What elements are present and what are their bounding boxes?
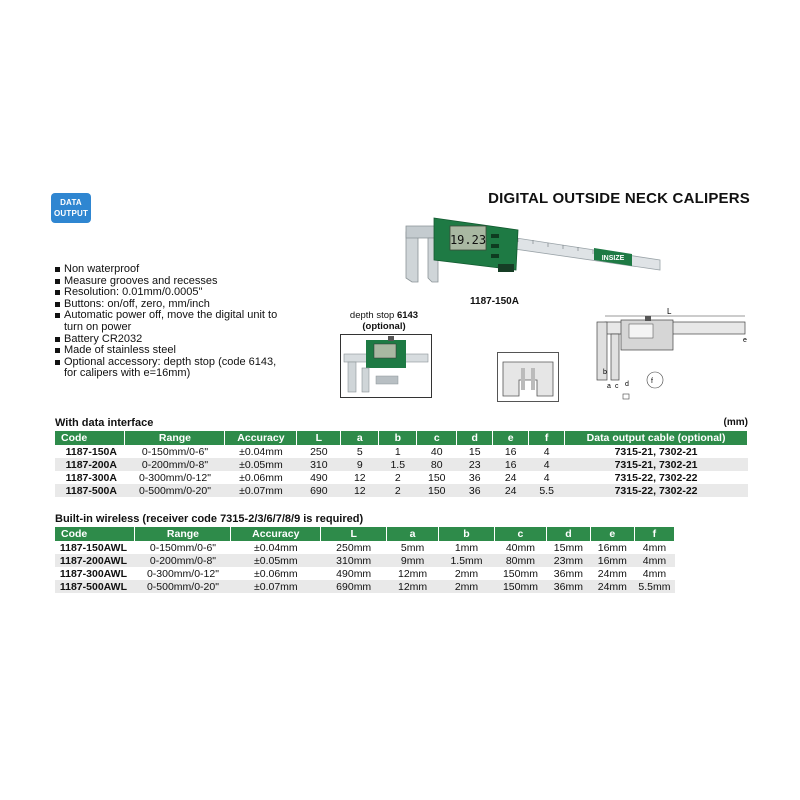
cell-code: 1187-500AWL — [55, 580, 135, 593]
badge-line1: DATA — [60, 198, 82, 207]
cell-accuracy: ±0.06mm — [239, 471, 283, 484]
col-d: d — [457, 431, 493, 445]
cell-a: 12 — [353, 471, 366, 484]
cell-d: 36mm — [553, 567, 583, 580]
dimension-diagram — [585, 308, 755, 402]
cell-accuracy: ±0.05mm — [231, 554, 321, 567]
section2-heading: Built-in wireless (receiver code 7315-2/3/6/7/8/9 is required) — [55, 513, 364, 525]
dim-label-a: a — [607, 383, 611, 390]
cell-d: 36 — [457, 484, 493, 497]
table-row — [55, 554, 675, 567]
cell-code: 1187-200A — [55, 458, 125, 471]
col-accuracy: Accuracy — [231, 527, 321, 541]
feature-item: Optional accessory: depth stop (code 6143, for calipers with e=16mm) — [55, 357, 285, 380]
cell-code: 1187-150AWL — [59, 541, 127, 554]
cell-accuracy: ±0.06mm — [253, 567, 298, 580]
col-c: c — [494, 527, 546, 541]
cell-f: 4 — [543, 471, 550, 484]
cell-L: 690 — [297, 484, 341, 497]
cell-accuracy: ±0.04mm — [253, 541, 298, 554]
cell-range: 0-300mm/0-12" — [138, 471, 211, 484]
cell-range: 0-300mm/0-12" — [146, 567, 219, 580]
cell-e: 16mm — [590, 554, 634, 567]
display-reading: 19.23 — [449, 233, 487, 247]
dim-label-f: f — [651, 378, 653, 385]
col-code: Code — [55, 527, 135, 541]
depth-stop-photo — [340, 334, 432, 398]
cell-a: 5 — [356, 445, 363, 458]
col-a: a — [341, 431, 379, 445]
cell-d: 36 — [468, 471, 481, 484]
cell-c: 80 — [417, 458, 457, 471]
table-row — [55, 541, 675, 554]
col-b: b — [439, 527, 495, 541]
cell-range: 0-500mm/0-20" — [125, 484, 225, 497]
cell-f: 4mm — [642, 541, 667, 554]
feature-list — [55, 264, 285, 380]
cell-code: 1187-300AWL — [59, 567, 127, 580]
feature-item: Resolution: 0.01mm/0.0005" — [55, 287, 285, 299]
section1-heading: With data interface — [55, 417, 154, 429]
dim-label-d: d — [625, 381, 629, 388]
col-cable: Data output cable (optional) — [565, 431, 748, 445]
table-row — [55, 445, 748, 458]
data-interface-table — [55, 431, 748, 497]
cell-range: 0-200mm/0-8" — [135, 554, 231, 567]
model-label: 1187-150A — [470, 296, 519, 307]
col-c: c — [417, 431, 457, 445]
badge-line2: OUTPUT — [53, 209, 89, 218]
cell-cable: 7315-21, 7302-21 — [614, 445, 698, 458]
feature-item: Automatic power off, move the digital unit to turn on power — [55, 310, 285, 333]
cell-f: 4 — [529, 458, 565, 471]
cell-range: 0-200mm/0-8" — [125, 458, 225, 471]
cell-code: 1187-200AWL — [55, 554, 135, 567]
cell-a: 9mm — [387, 554, 439, 567]
page-title: DIGITAL OUTSIDE NECK CALIPERS — [488, 190, 750, 207]
col-e: e — [493, 431, 529, 445]
cell-e: 16 — [504, 445, 517, 458]
cell-cable: 7315-22, 7302-22 — [614, 471, 698, 484]
cell-d: 15 — [468, 445, 481, 458]
cell-e: 24 — [504, 471, 517, 484]
cell-c: 150mm — [502, 567, 538, 580]
table-row — [55, 458, 748, 471]
dim-label-c: c — [615, 383, 619, 390]
cell-accuracy: ±0.05mm — [225, 458, 297, 471]
data-output-badge — [51, 193, 91, 223]
col-L: L — [321, 527, 387, 541]
cell-a: 12mm — [397, 567, 428, 580]
cell-cable: 7315-22, 7302-22 — [565, 484, 748, 497]
col-code: Code — [55, 431, 125, 445]
table-row — [55, 484, 748, 497]
col-b: b — [379, 431, 417, 445]
feature-item: Measure grooves and recesses — [55, 276, 285, 288]
col-e: e — [590, 527, 634, 541]
cell-accuracy: ±0.07mm — [231, 580, 321, 593]
feature-item: Made of stainless steel — [55, 345, 285, 357]
cell-code: 1187-150A — [65, 445, 117, 458]
cell-range: 0-500mm/0-20" — [135, 580, 231, 593]
table-header-row — [55, 431, 748, 445]
cell-f: 5.5mm — [634, 580, 674, 593]
cell-L: 490mm — [336, 567, 372, 580]
cell-range: 0-150mm/0-6" — [141, 445, 209, 458]
cell-b: 2 — [394, 471, 401, 484]
caliper-photo — [398, 212, 668, 288]
wireless-table — [55, 527, 675, 593]
cell-accuracy: ±0.04mm — [239, 445, 283, 458]
unit-label: (mm) — [723, 417, 748, 428]
cell-e: 24mm — [597, 567, 627, 580]
cell-c: 40 — [430, 445, 443, 458]
cell-b: 2 — [379, 484, 417, 497]
cell-L: 250mm — [336, 541, 372, 554]
cell-b: 2mm — [439, 580, 495, 593]
dim-label-L: L — [667, 308, 672, 316]
cell-range: 0-150mm/0-6" — [149, 541, 217, 554]
cell-d: 36mm — [546, 580, 590, 593]
col-d: d — [546, 527, 590, 541]
cell-a: 9 — [341, 458, 379, 471]
cell-code: 1187-300A — [65, 471, 117, 484]
cell-a: 12 — [341, 484, 379, 497]
cell-f: 4mm — [642, 567, 667, 580]
cell-d: 23mm — [546, 554, 590, 567]
cell-f: 4mm — [634, 554, 674, 567]
cell-f: 4 — [543, 445, 550, 458]
cell-e: 24mm — [590, 580, 634, 593]
col-f: f — [529, 431, 565, 445]
brand-text: INSIZE — [601, 255, 625, 262]
dim-label-b: b — [603, 369, 607, 376]
col-L: L — [297, 431, 341, 445]
cell-a: 12mm — [387, 580, 439, 593]
cell-L: 310mm — [321, 554, 387, 567]
col-a: a — [387, 527, 439, 541]
cell-L: 690mm — [321, 580, 387, 593]
cell-cable: 7315-21, 7302-21 — [565, 458, 748, 471]
table-header-row — [55, 527, 675, 541]
cell-code: 1187-500A — [55, 484, 125, 497]
cell-b: 1 — [394, 445, 401, 458]
feature-item: Battery CR2032 — [55, 334, 285, 346]
cell-a: 5mm — [400, 541, 425, 554]
cell-L: 250 — [310, 445, 328, 458]
cell-b: 1.5 — [379, 458, 417, 471]
cell-d: 23 — [457, 458, 493, 471]
col-accuracy: Accuracy — [225, 431, 297, 445]
cell-e: 16mm — [597, 541, 627, 554]
col-range: Range — [125, 431, 225, 445]
depth-stop-optional: (optional) — [362, 321, 406, 332]
depth-stop-prefix: depth stop — [349, 310, 395, 321]
cell-accuracy: ±0.07mm — [225, 484, 297, 497]
cell-L: 490 — [310, 471, 328, 484]
table-row — [55, 471, 748, 484]
cell-b: 1.5mm — [439, 554, 495, 567]
col-range: Range — [135, 527, 231, 541]
cell-f: 5.5 — [529, 484, 565, 497]
cell-b: 1mm — [454, 541, 479, 554]
depth-stop-label — [336, 310, 432, 332]
feature-item: Non waterproof — [55, 264, 285, 276]
cell-c: 150 — [417, 484, 457, 497]
col-f: f — [634, 527, 674, 541]
groove-diagram — [497, 352, 559, 402]
cell-L: 310 — [297, 458, 341, 471]
cell-d: 15mm — [553, 541, 583, 554]
cell-c: 150mm — [494, 580, 546, 593]
cell-e: 16 — [493, 458, 529, 471]
cell-c: 40mm — [505, 541, 536, 554]
feature-item: Buttons: on/off, zero, mm/inch — [55, 299, 285, 311]
cell-c: 150 — [427, 471, 446, 484]
cell-e: 24 — [493, 484, 529, 497]
table-row — [55, 567, 675, 580]
dim-label-e: e — [743, 337, 747, 344]
table-row — [55, 580, 675, 593]
cell-b: 2mm — [454, 567, 479, 580]
depth-stop-code: 6143 — [396, 310, 419, 321]
cell-c: 80mm — [494, 554, 546, 567]
